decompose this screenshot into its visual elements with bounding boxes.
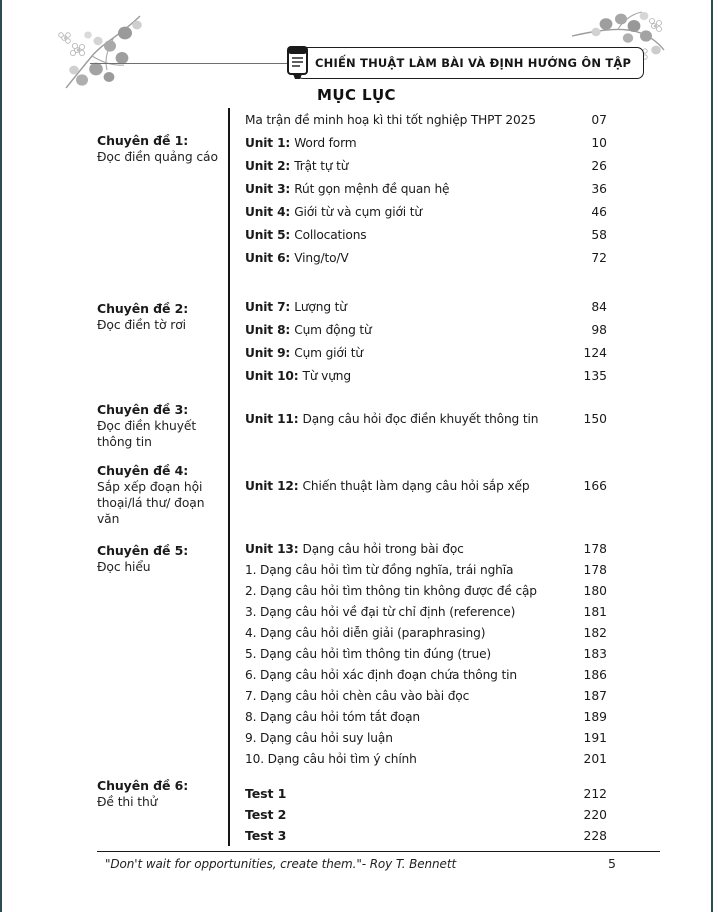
toc-row-text: 5. Dạng câu hỏi tìm thông tin đúng (true) [245, 646, 492, 661]
toc-row-prefix: Unit 6: [245, 250, 295, 265]
toc-row-text: Dạng câu hỏi đọc điền khuyết thông tin [302, 411, 539, 426]
book-icon [285, 44, 311, 82]
toc-row [228, 407, 607, 430]
toc-row-prefix: Unit 12: [245, 478, 303, 493]
section-entries [228, 777, 607, 846]
section-label-block [97, 538, 228, 769]
toc-section [97, 108, 607, 269]
section-entries [228, 295, 607, 387]
footer-quote: "Don't wait for opportunities, create them."- Roy T. Bennett [105, 857, 457, 871]
section-label: Chuyên đề 5: [97, 543, 189, 558]
section-label-block [97, 462, 228, 528]
toc-section [97, 777, 607, 846]
section-sublabel: Đọc điền khuyết thông tin [97, 419, 197, 449]
toc-row-page: 178 [583, 541, 607, 556]
section-entries [228, 538, 607, 769]
section-label-block [97, 777, 228, 846]
section-sublabel: Đọc điền tờ rơi [97, 318, 186, 332]
section-label: Chuyên đề 2: [97, 301, 189, 316]
toc-section [97, 538, 607, 769]
toc-row [228, 295, 607, 318]
toc-row-page: 150 [583, 411, 607, 426]
flower-branch-left-icon [52, 12, 147, 90]
toc-row-prefix: Unit 7: [245, 299, 295, 314]
toc-row [228, 200, 607, 223]
section-entries [228, 401, 607, 450]
toc-row-page: 58 [591, 227, 607, 242]
section-sublabel: Đọc điền quảng cáo [97, 150, 218, 164]
toc-row-prefix: Unit 9: [245, 345, 295, 360]
toc-row-page: 183 [583, 646, 607, 661]
toc-row-text: Rút gọn mệnh đề quan hệ [294, 181, 450, 196]
toc-row [228, 108, 607, 131]
toc-row-prefix: Unit 2: [245, 158, 295, 173]
toc-row-text: Dạng câu hỏi trong bài đọc [302, 541, 464, 556]
toc-row-prefix: Unit 10: [245, 368, 303, 383]
toc-row [228, 601, 607, 622]
toc-row-page: 46 [591, 204, 607, 219]
toc-row-page: 201 [583, 751, 607, 766]
toc-row [228, 154, 607, 177]
toc-row-text: 7. Dạng câu hỏi chèn câu vào bài đọc [245, 688, 470, 703]
toc-row [228, 474, 607, 497]
section-label-block [97, 108, 228, 269]
page-number: 5 [608, 856, 616, 871]
toc-row-page: 72 [591, 250, 607, 265]
toc-row [228, 538, 607, 559]
toc-row [228, 664, 607, 685]
section-entries [228, 108, 607, 269]
toc-row [228, 246, 607, 269]
toc-row-text: Trật tự từ [294, 158, 349, 173]
toc-row-prefix: Unit 11: [245, 411, 303, 426]
toc-row-text: Collocations [294, 227, 367, 242]
toc-row [228, 341, 607, 364]
section-sublabel: Sắp xếp đoạn hội thoại/lá thư/ đoạn văn [97, 480, 205, 526]
toc-row-text: 9. Dạng câu hỏi suy luận [245, 730, 393, 745]
toc-section [97, 295, 607, 387]
toc-row [228, 727, 607, 748]
toc-row-text: 10. Dạng câu hỏi tìm ý chính [245, 751, 417, 766]
toc-row-text: 8. Dạng câu hỏi tóm tắt đoạn [245, 709, 420, 724]
toc-row-page: 36 [591, 181, 607, 196]
toc-row-prefix: Test 2 [245, 807, 287, 822]
toc-sections [97, 108, 607, 846]
toc-row-text: 3. Dạng câu hỏi về đại từ chỉ định (reference) [245, 604, 516, 619]
header-badge-label: CHIẾN THUẬT LÀM BÀI VÀ ĐỊNH HƯỚNG ÔN TẬP [315, 56, 632, 70]
section-label-block [97, 401, 228, 450]
toc-row-page: 124 [583, 345, 607, 360]
toc-row-prefix: Test 1 [245, 786, 287, 801]
toc-row-text: 4. Dạng câu hỏi diễn giải (paraphrasing) [245, 625, 486, 640]
toc-row [228, 318, 607, 341]
toc-row [228, 804, 607, 825]
toc-row-page: 26 [591, 158, 607, 173]
section-sublabel: Đề thi thử [97, 795, 158, 809]
toc-row-page: 10 [591, 135, 607, 150]
section-label-block [97, 295, 228, 387]
toc-row [228, 825, 607, 846]
toc-row-text: Lượng từ [294, 299, 347, 314]
toc-row-page: 84 [591, 299, 607, 314]
toc-row-page: 228 [583, 828, 607, 843]
toc-row-text: Ving/to/V [294, 250, 349, 265]
toc-row-prefix: Unit 5: [245, 227, 295, 242]
toc-row-page: 191 [583, 730, 607, 745]
section-sublabel: Đọc hiểu [97, 560, 151, 574]
toc-row-prefix: Test 3 [245, 828, 287, 843]
toc-row [228, 622, 607, 643]
toc-row [228, 223, 607, 246]
section-label: Chuyên đề 6: [97, 778, 189, 793]
toc-title: MỤC LỤC [317, 86, 396, 104]
toc-row-text: Word form [294, 135, 357, 150]
header-badge [296, 47, 644, 79]
toc-row-page: 187 [583, 688, 607, 703]
header-rule [90, 63, 298, 64]
toc-row-text: 1. Dạng câu hỏi tìm từ đồng nghĩa, trái nghĩa [245, 562, 514, 577]
toc-row-page: 178 [583, 562, 607, 577]
toc-row-page: 186 [583, 667, 607, 682]
toc-row [228, 177, 607, 200]
toc-row-prefix: Unit 4: [245, 204, 295, 219]
section-label: Chuyên đề 4: [97, 463, 189, 478]
toc-row-text: Ma trận đề minh hoạ kì thi tốt nghiệp THPT 2025 [245, 112, 536, 127]
toc-row-page: 166 [583, 478, 607, 493]
toc-row-text: Giới từ và cụm giới từ [294, 204, 422, 219]
toc-row [228, 364, 607, 387]
toc-row-text: 6. Dạng câu hỏi xác định đoạn chứa thông tin [245, 667, 517, 682]
toc-row [228, 783, 607, 804]
toc-row [228, 685, 607, 706]
toc-row-prefix: Unit 8: [245, 322, 295, 337]
left-edge-line [0, 0, 2, 912]
toc-row-page: 180 [583, 583, 607, 598]
toc-row-page: 07 [591, 112, 607, 127]
toc-row-text: 2. Dạng câu hỏi tìm thông tin không được đề cập [245, 583, 537, 598]
toc-row-text: Từ vựng [302, 368, 351, 383]
toc-row-page: 212 [583, 786, 607, 801]
toc-row [228, 643, 607, 664]
toc-row-prefix: Unit 1: [245, 135, 295, 150]
toc-section [97, 401, 607, 450]
toc-row-prefix: Unit 3: [245, 181, 295, 196]
footer [97, 851, 660, 871]
toc-row-page: 220 [583, 807, 607, 822]
toc-row-page: 98 [591, 322, 607, 337]
toc-row-page: 182 [583, 625, 607, 640]
toc-row-page: 181 [583, 604, 607, 619]
toc-row-text: Cụm động từ [294, 322, 372, 337]
toc-row-text: Chiến thuật làm dạng câu hỏi sắp xếp [302, 478, 530, 493]
toc-row-prefix: Unit 13: [245, 541, 303, 556]
section-label: Chuyên đề 3: [97, 402, 189, 417]
toc-row [228, 580, 607, 601]
toc-row-page: 189 [583, 709, 607, 724]
toc-row [228, 131, 607, 154]
toc-row [228, 748, 607, 769]
section-label: Chuyên đề 1: [97, 133, 189, 148]
section-entries [228, 462, 607, 528]
toc-row-page: 135 [583, 368, 607, 383]
toc-section [97, 462, 607, 528]
toc-row-text: Cụm giới từ [294, 345, 363, 360]
toc-row [228, 706, 607, 727]
toc-row [228, 559, 607, 580]
